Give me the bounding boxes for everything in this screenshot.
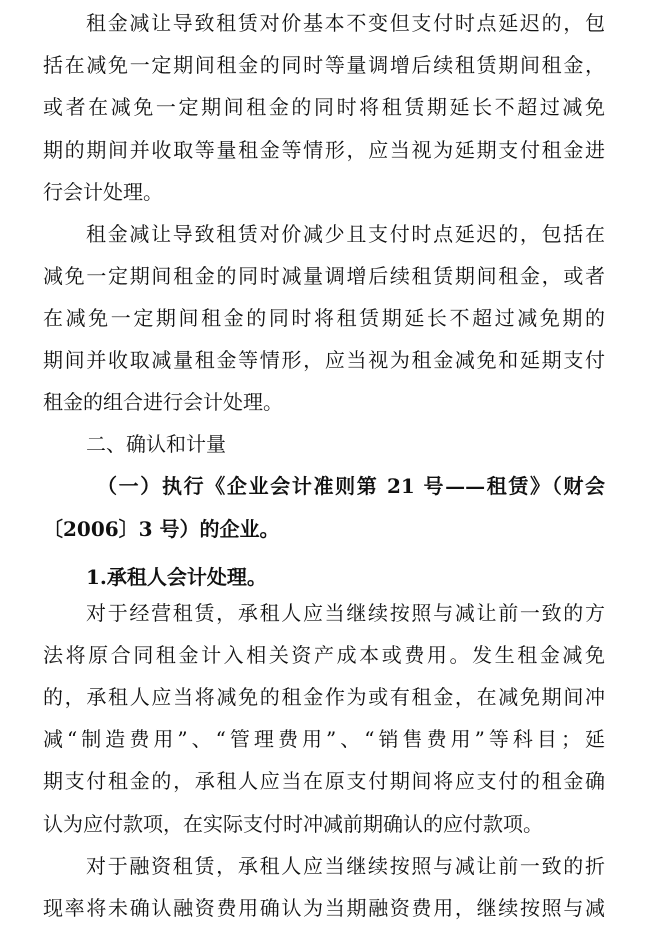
text-line: 法将原合同租金计入相关资产成本或费用。发生租金减免	[43, 643, 605, 667]
item-heading: 1.承租人会计处理。	[86, 565, 267, 589]
text-line: 期间并收取减量租金等情形，应当视为租金减免和延期支付	[43, 348, 605, 372]
section-heading: 二、确认和计量	[86, 432, 226, 456]
text-line: 减免一定期间租金的同时减量调增后续租赁期间租金，或者	[43, 264, 605, 288]
text-line: 对于融资租赁，承租人应当继续按照与减让前一致的折	[86, 854, 605, 878]
text-line: 租金的组合进行会计处理。	[43, 390, 283, 414]
text-line: 期支付租金的，承租人应当在原支付期间将应支付的租金确	[43, 769, 605, 793]
text-line: 认为应付款项，在实际支付时冲减前期确认的应付款项。	[43, 812, 543, 836]
text-line: 括在减免一定期间租金的同时等量调增后续租赁期间租金，	[43, 53, 605, 77]
text-line: 减“制造费用”、“管理费用”、“销售费用”等科目；延	[43, 727, 605, 751]
text-line: 在减免一定期间租金的同时将租赁期延长不超过减免期的	[43, 306, 605, 330]
text-line: 期的期间并收取等量租金等情形，应当视为延期支付租金进	[43, 138, 605, 162]
text-line: 租金减让导致租赁对价减少且支付时点延迟的，包括在	[86, 222, 605, 246]
text-line: 的，承租人应当将减免的租金作为或有租金，在减免期间冲	[43, 685, 605, 709]
text-line: 行会计处理。	[43, 180, 163, 204]
sub-heading-line: （一）执行《企业会计准则第 21 号——租赁》（财会	[97, 474, 605, 498]
text-line: 现率将未确认融资费用确认为当期融资费用，继续按照与减	[43, 896, 605, 920]
text-line: 或者在减免一定期间租金的同时将租赁期延长不超过减免	[43, 95, 605, 119]
text-line: 租金减让导致租赁对价基本不变但支付时点延迟的，包	[86, 11, 605, 35]
sub-heading-line: 〔2006〕3 号）的企业。	[43, 517, 280, 541]
text-line: 对于经营租赁，承租人应当继续按照与减让前一致的方	[86, 601, 605, 625]
